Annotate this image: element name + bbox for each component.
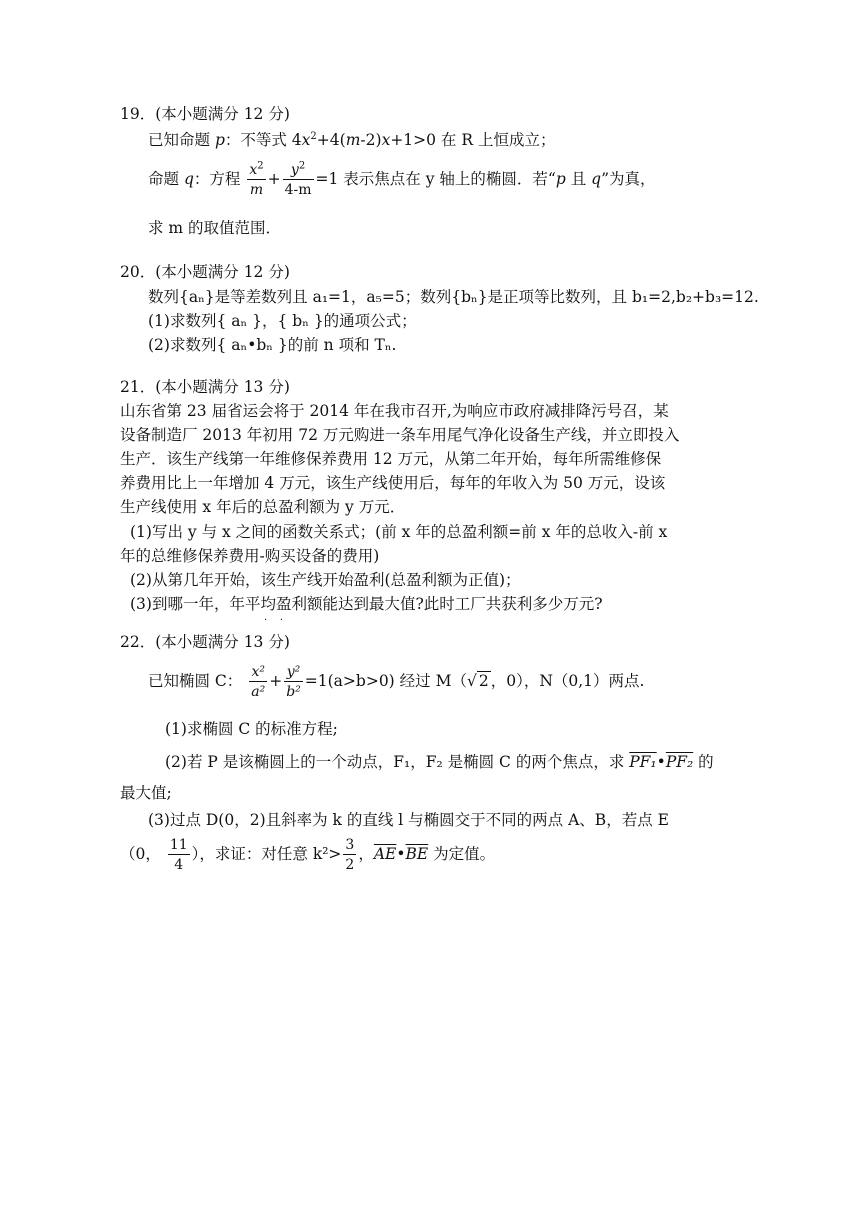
q21-line8: (2)从第几年开始，该生产线开始盈利(总盈利额为正值)； bbox=[130, 571, 521, 589]
q19-var-p: p bbox=[214, 131, 225, 149]
frac-denominator: a² bbox=[251, 684, 266, 700]
vector: $\overline{AE}$ bbox=[373, 845, 397, 863]
fraction bbox=[168, 838, 190, 872]
q19-exp: 2 bbox=[310, 130, 317, 142]
plus-sign: + bbox=[267, 170, 281, 188]
q21-line1: 山东省第 23 届省运会将于 2014 年在我市召开,为响应市政府减排降污号召，某 bbox=[120, 402, 669, 420]
q19-line2 bbox=[148, 160, 656, 198]
q22-text: 的 bbox=[693, 753, 714, 771]
fraction bbox=[283, 160, 314, 198]
q19-text: +1>0 在 R 上恒成立； bbox=[390, 131, 556, 149]
q20-line2: (1)求数列{ aₙ }，{ bₙ }的通项公式； bbox=[148, 312, 417, 330]
emphasis-dots: · · bbox=[264, 615, 284, 626]
q19-var-q: q bbox=[183, 170, 194, 188]
q22-text: （0， bbox=[120, 845, 161, 863]
exp: 2 bbox=[298, 160, 306, 172]
plus-sign: + bbox=[269, 672, 283, 690]
q22-text: ， bbox=[358, 845, 374, 863]
frac-numerator: y² bbox=[284, 665, 303, 682]
q20-header: 20．(本小题满分 12 分) bbox=[120, 263, 290, 281]
q19-var-x: x bbox=[301, 131, 311, 149]
frac-numerator: x bbox=[249, 162, 258, 178]
q21-line6: (1)写出 y 与 x 之间的函数关系式；(前 x 年的总盈利额=前 x 年的总收入-前 x bbox=[130, 523, 668, 541]
frac-numerator: 3 bbox=[345, 837, 355, 853]
q19-line3: 求 m 的取值范围． bbox=[148, 219, 282, 237]
q22-text: ），求证：对任意 k²> bbox=[191, 845, 342, 863]
frac-numerator: x² bbox=[249, 665, 267, 682]
q22-line2: (1)求椭圆 C 的标准方程; bbox=[165, 720, 338, 738]
q19-text: 已知命题 bbox=[148, 131, 215, 149]
frac-denominator: 4 bbox=[174, 857, 184, 873]
q22-text: =1(a>b>0) 经过 M（ bbox=[304, 672, 467, 690]
q22-line6 bbox=[120, 838, 495, 872]
q21-line4: 养费用比上一年增加 4 万元，该生产线使用后，每年的年收入为 50 万元，设该 bbox=[120, 474, 666, 492]
fraction bbox=[343, 838, 356, 872]
q21-line5: 生产线使用 x 年后的总盈利额为 y 万元． bbox=[120, 498, 406, 516]
sqrt-radicand: 2 bbox=[478, 672, 489, 690]
q22-line5: (3)过点 D(0，2)且斜率为 k 的直线 l 与椭圆交于不同的两点 A、B，若点 E bbox=[148, 811, 669, 829]
fraction bbox=[247, 160, 265, 198]
q19-var-m: m bbox=[345, 131, 361, 149]
q21-line3: 生产．该生产线第一年维修保养费用 12 万元，从第二年开始，每年所需维修保 bbox=[120, 450, 662, 468]
frac-denominator: m bbox=[249, 182, 264, 198]
q21-header: 21．(本小题满分 13 分) bbox=[120, 378, 290, 396]
q22-line1 bbox=[148, 665, 644, 699]
dot-product: • bbox=[656, 753, 666, 771]
q19-text: -2) bbox=[360, 131, 382, 149]
q19-var-q: q bbox=[591, 170, 602, 188]
q19-var-p: p bbox=[555, 170, 566, 188]
q19-var-x: x bbox=[381, 131, 391, 149]
vector: PF₁ bbox=[629, 753, 657, 771]
q21-line7: 年的总维修保养费用-购买设备的费用) bbox=[120, 547, 380, 565]
q19-text: =1 表示焦点在 y 轴上的椭圆．若“ bbox=[315, 170, 556, 188]
q22-line4: 最大值; bbox=[120, 784, 172, 802]
q21-line9: (3)到哪一年，年平均盈利额能达到最大值?此时工厂共获利多少万元? bbox=[130, 595, 603, 613]
q22-header: 22．(本小题满分 13 分) bbox=[120, 633, 290, 651]
q22-text: ，0），N（0,1）两点. bbox=[490, 672, 645, 690]
q21-line2: 设备制造厂 2013 年初用 72 万元购进一条车用尾气净化设备生产线，并立即投入 bbox=[120, 426, 680, 444]
frac-denominator: b² bbox=[286, 684, 301, 700]
frac-numerator: 11 bbox=[169, 837, 188, 853]
frac-numerator: y bbox=[290, 162, 299, 178]
vector: PF₂ bbox=[665, 753, 694, 771]
q19-text: ：不等式 4 bbox=[224, 131, 302, 149]
q19-text: ”为真， bbox=[601, 170, 656, 188]
sqrt-sign: √ bbox=[466, 672, 477, 690]
frac-denominator: 4-m bbox=[284, 182, 312, 198]
sqrt bbox=[467, 674, 491, 690]
q22-line3 bbox=[165, 755, 714, 771]
q19-text: +4( bbox=[316, 131, 346, 149]
exp: 2 bbox=[257, 160, 264, 172]
q22-text: 已知椭圆 C： bbox=[148, 672, 243, 690]
q19-text: ：方程 bbox=[193, 170, 241, 188]
dot-product: • bbox=[396, 845, 406, 863]
frac-denominator: 2 bbox=[345, 857, 355, 873]
q19-text: 且 bbox=[565, 170, 592, 188]
q19-line1 bbox=[148, 130, 556, 149]
q20-line3: (2)求数列{ aₙ•bₙ }的前 n 项和 Tₙ. bbox=[148, 336, 397, 354]
q19-text: 命题 bbox=[148, 170, 184, 188]
q22-text: 为定值。 bbox=[428, 845, 496, 863]
q20-line1: 数列{aₙ}是等差数列且 a₁=1，a₅=5；数列{bₙ}是正项等比数列，且 b₁=2,b₂+b₃=12. bbox=[148, 288, 759, 306]
q22-text: (2)若 P 是该椭圆上的一个动点，F₁，F₂ 是椭圆 C 的两个焦点，求 bbox=[165, 753, 630, 771]
fraction bbox=[249, 665, 267, 699]
fraction bbox=[284, 665, 303, 699]
vector: $\overline{BE}$ bbox=[405, 845, 429, 863]
q19-header: 19．(本小题满分 12 分) bbox=[120, 105, 290, 123]
